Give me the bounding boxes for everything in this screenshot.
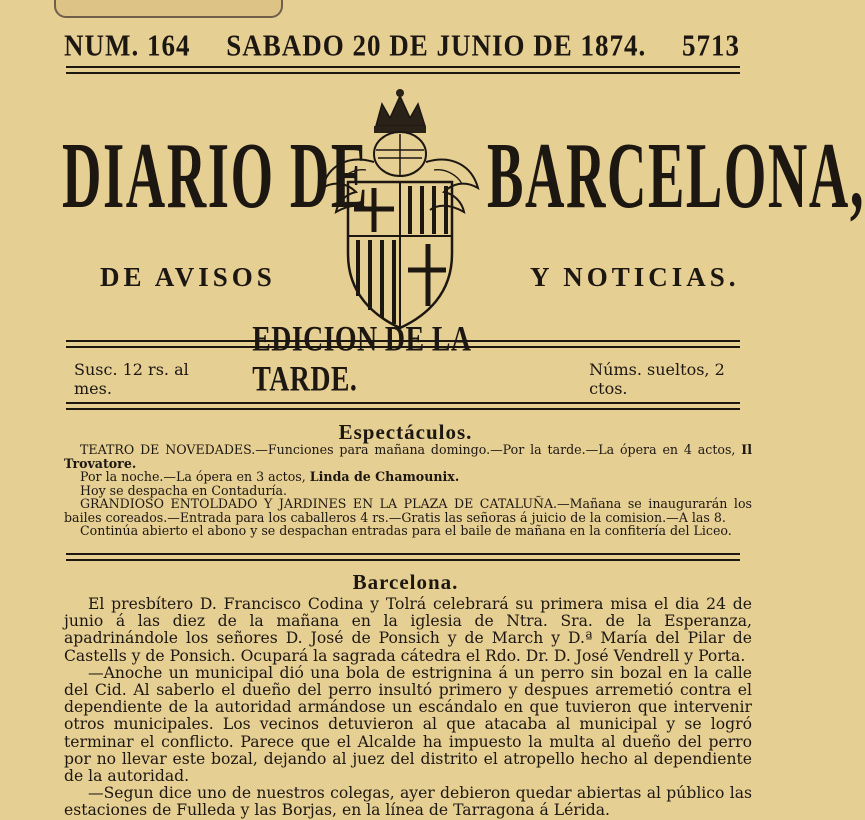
espectaculos-paragraph	[64, 470, 752, 484]
issue-date: SABADO 20 DE JUNIO DE 1874.	[226, 27, 647, 62]
single-issue-price: Núms. sueltos, 2 ctos.	[589, 360, 725, 398]
opera-title: Il Trovatore.	[64, 442, 752, 471]
espectaculos-paragraph: Continúa abierto el abono y se despachan entradas para el baile de mañana en la confitería del Liceo.	[80, 523, 732, 538]
edition-row	[74, 320, 754, 399]
barcelona-section	[64, 596, 752, 820]
espectaculos-section	[64, 443, 752, 538]
issue-number: NUM. 164	[64, 27, 191, 62]
opera-title: Linda de Chamounix.	[309, 469, 460, 484]
edition-title: EDICION DE LA TARDE.	[252, 320, 471, 399]
espectaculos-paragraph	[64, 443, 752, 470]
header-rule	[66, 66, 740, 74]
barcelona-heading: Barcelona.	[352, 570, 459, 594]
issue-serial: 5713	[682, 27, 740, 62]
espectaculos-paragraph: Hoy se despacha en Contaduría.	[80, 482, 288, 498]
masthead-subtitle-left: DE AVISOS	[100, 262, 276, 292]
espectaculos-text: TEATRO DE NOVEDADES.—Funciones para mañana domingo.—Por la tarde.—La ópera en 4 actos,	[80, 442, 736, 457]
subscription-price: Susc. 12 rs. al mes.	[74, 360, 189, 398]
section-rule	[66, 553, 740, 561]
masthead-title-right: BARCELONA,	[487, 124, 865, 229]
issue-header	[64, 25, 740, 64]
news-paragraph: El presbítero D. Francisco Codina y Tolrá celebrará su primera misa el dia 24 de junio á las diez de la mañana en la iglesia de Ntra. Sra. de la Esperanza, apadrinándole los señores D. José de Ponsich y de March y D.ª María del Pilar de Castells y de Ponsich. Ocupará la sagrada cátedra el Rdo. Dr. D. José Vendrell y Porta.	[64, 595, 752, 665]
news-paragraph: —Segun dice uno de nuestros colegas, ayer debieron quedar abiertas al público las estaciones de Fulleda y las Borjas, en la línea de Tarragona á Lérida.	[64, 784, 752, 820]
masthead-title-left: DIARIO DE	[62, 124, 369, 229]
coat-of-arms-icon	[318, 84, 483, 330]
espectaculos-paragraph: GRANDIOSO ENTOLDADO Y JARDINES EN LA PLAZA DE CATALUÑA.—Mañana se inaugurarán los bailes coreados.—Entrada para los caballeros 4 rs.—Gratis las señoras á juicio de la comision.—A las 8.	[64, 496, 752, 525]
espectaculos-heading: Espectáculos.	[338, 420, 473, 444]
edition-rule	[66, 402, 740, 410]
espectaculos-text: Por la noche.—La ópera en 3 actos,	[80, 469, 306, 484]
page-tab-decoration	[54, 0, 283, 18]
masthead-subtitle-right: Y NOTICIAS.	[530, 262, 740, 292]
news-paragraph: —Anoche un municipal dió una bola de estrignina á un perro sin bozal en la calle del Cid. Al saberlo el dueño del perro insultó primero y despues arremetió contra el dependiente de la autoridad armándose un escándalo en que tuvieron que intervenir otros municipales. Los vecinos detuvieron al que atacaba al municipal y se logró terminar el conflicto. Parece que el Alcalde ha impuesto la multa al dueño del perro por no llevar este bozal, dejando al juez del distrito el atropello hecho al dependiente de la autoridad.	[64, 663, 752, 786]
